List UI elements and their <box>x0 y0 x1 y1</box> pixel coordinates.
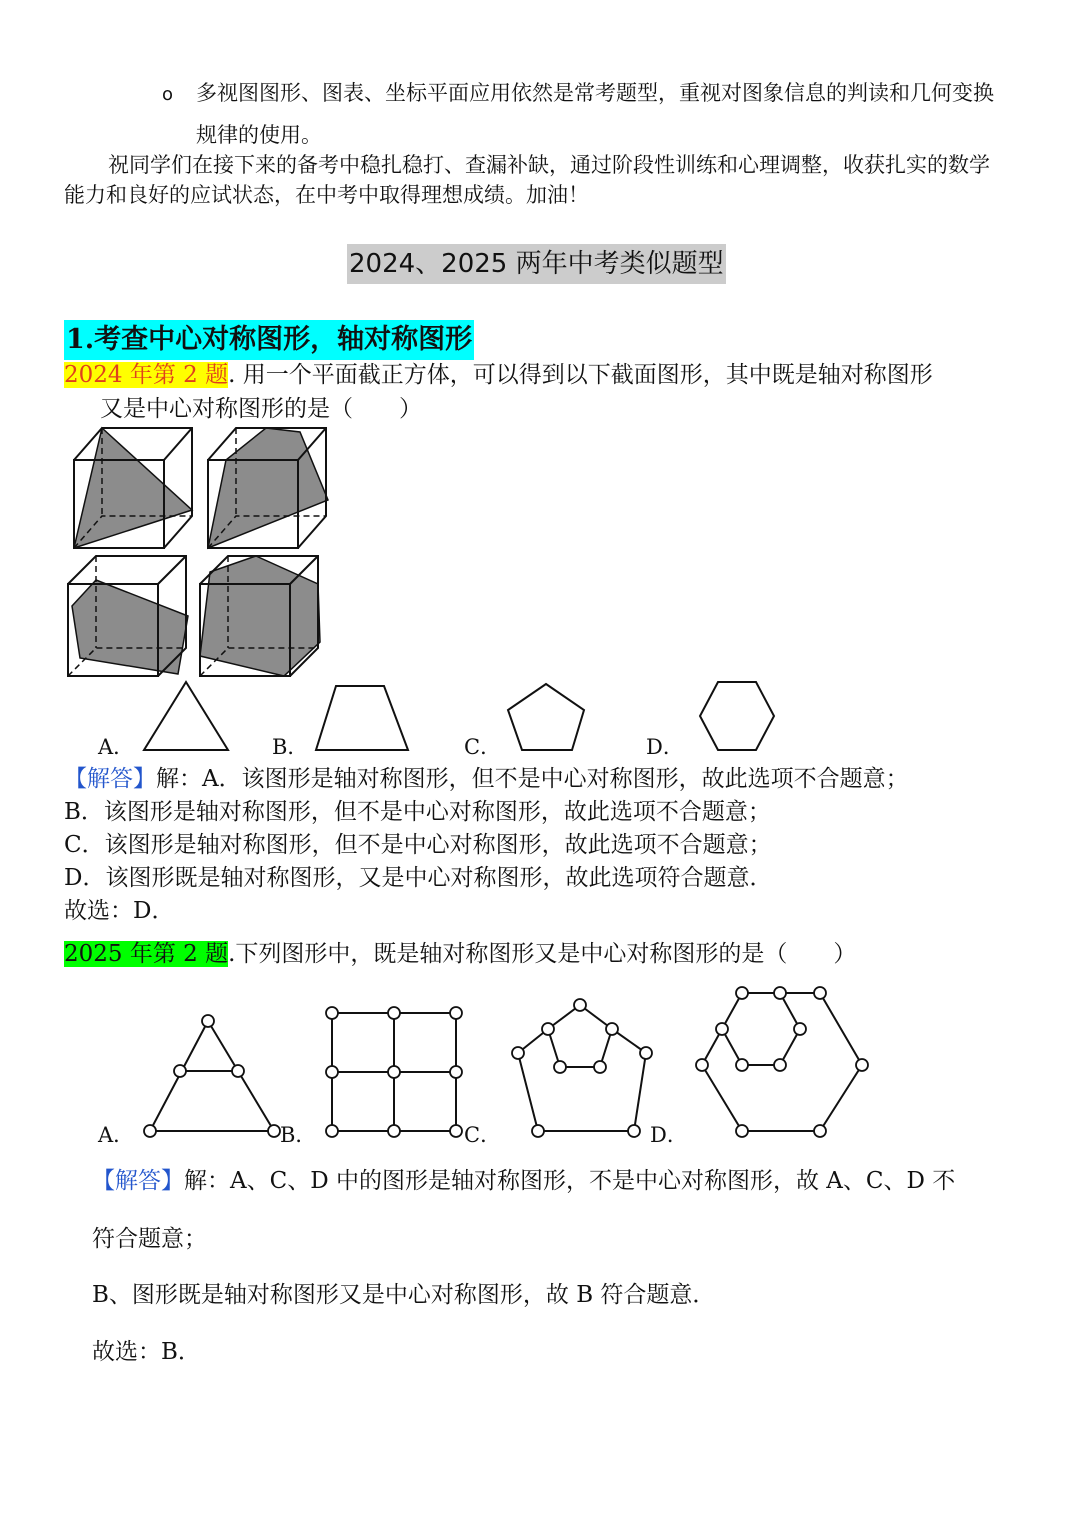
q2025-option-c-label: C． <box>464 1123 502 1147</box>
bullet-line-1: 多视图图形、图表、坐标平面应用依然是常考题型，重视对图象信息的判读和几何变换 <box>196 81 994 105</box>
q2024-option-c-label: C． <box>464 735 502 759</box>
q2024-answer-line-1: 【解答】解：A．该图形是轴对称图形，但不是中心对称图形，故此选项不合题意； <box>64 766 909 792</box>
q2024-answer-choice: 故选：D． <box>64 898 175 924</box>
bullet-marker: o <box>162 84 174 105</box>
q2025-option-figures <box>140 985 880 1150</box>
q2024-answer-line-4: D．该图形既是轴对称图形，又是中心对称图形，故此选项符合题意． <box>64 865 773 891</box>
q2025-option-b-label: B． <box>280 1123 317 1147</box>
q2024-stem-1: . 用一个平面截正方体，可以得到以下截面图形，其中既是轴对称图形 <box>228 362 933 388</box>
section-title: 2024、2025 两年中考类似题型 <box>347 244 726 284</box>
option-c-pentagon <box>508 684 584 750</box>
option-b-node-grid <box>326 1007 462 1137</box>
option-a-triangle <box>144 682 228 750</box>
option-c-node-pentagons <box>512 999 652 1137</box>
option-a-node-triangle <box>144 1015 280 1137</box>
q2025-answer-tag: 【解答】 <box>92 1168 184 1194</box>
bullet-line-2: 规律的使用。 <box>196 123 322 147</box>
option-d-node-hexagons <box>696 987 868 1137</box>
q2025-stem-line <box>64 937 856 971</box>
q2025-answer-line-1: 【解答】解：A、C、D 中的图形是轴对称图形，不是中心对称图形，故 A、C、D 不 <box>92 1168 956 1194</box>
q2025-answer-line-3: B、图形既是轴对称图形又是中心对称图形，故 B 符合题意． <box>92 1282 716 1308</box>
cube-triangle-section <box>74 428 192 548</box>
q2024-option-a-label: A． <box>98 735 135 759</box>
topic-heading: 1.考查中心对称图形，轴对称图形 <box>64 320 474 360</box>
option-d-hexagon <box>700 682 774 750</box>
q2025-stem: .下列图形中，既是轴对称图形又是中心对称图形的是（ ） <box>228 941 857 967</box>
q2025-option-a-label: A． <box>98 1123 135 1147</box>
q2024-answer-line-3: C．该图形是轴对称图形，但不是中心对称图形，故此选项不合题意； <box>64 832 772 858</box>
option-b-trapezoid <box>316 686 408 750</box>
wish-line-2: 能力和良好的应试状态，在中考中取得理想成绩。加油！ <box>64 183 589 207</box>
q2024-answer-line-2: B．该图形是轴对称图形，但不是中心对称图形，故此选项不合题意； <box>64 799 771 825</box>
cube-trapezoid-section <box>208 428 328 548</box>
q2024-stem-line-1 <box>64 360 933 390</box>
q2024-answer-tag: 【解答】 <box>64 766 156 792</box>
wish-line-1: 祝同学们在接下来的备考中稳扎稳打、查漏补缺，通过阶段性训练和心理调整，收获扎实的数学 <box>108 153 990 177</box>
cube-hexagon-section <box>200 556 320 676</box>
q2024-option-b-label: B． <box>272 735 309 759</box>
q2025-option-d-label: D． <box>650 1123 688 1147</box>
q2024-tag: 2024 年第 2 题 <box>64 362 229 388</box>
q2025-answer-choice: 故选：B． <box>92 1339 201 1365</box>
q2025-tag: 2025 年第 2 题 <box>64 941 229 967</box>
q2024-stem-2: 又是中心对称图形的是（ ） <box>100 396 422 422</box>
q2024-option-d-label: D． <box>646 735 684 759</box>
cube-pentagon-section <box>68 556 188 676</box>
q2025-answer-line-2: 符合题意； <box>92 1226 207 1252</box>
cube-sections-figure <box>60 420 340 682</box>
q2024-option-shapes <box>140 678 790 758</box>
